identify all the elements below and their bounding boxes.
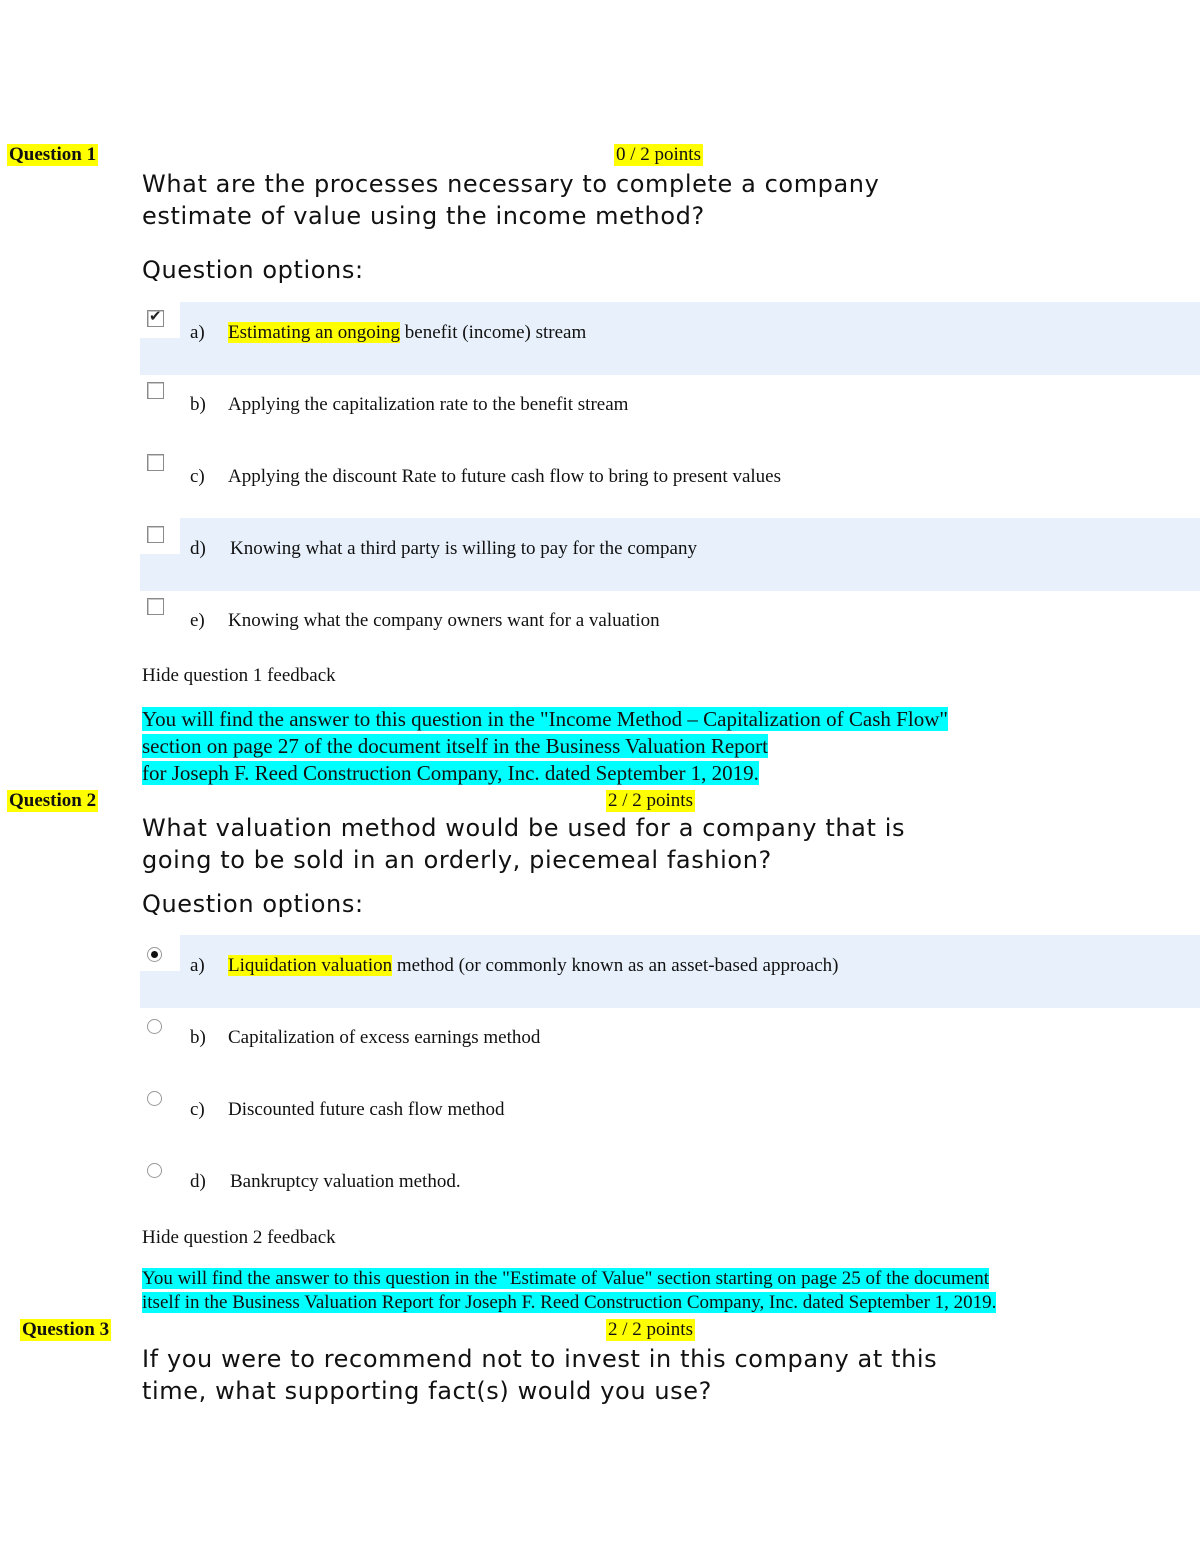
q2-option-a-letter: a): [190, 955, 205, 976]
q1-option-a[interactable]: [140, 302, 1200, 375]
question-2-text-line2: going to be sold in an orderly, piecemeal fashion?: [142, 846, 772, 874]
q1-feedback-line3: for Joseph F. Reed Construction Company, Inc. dated September 1, 2019.: [142, 761, 759, 785]
question-1-text-line2: estimate of value using the income method?: [142, 202, 705, 230]
q2-option-a-highlight: Liquidation valuation: [228, 955, 393, 976]
q1-option-c-text: Applying the discount Rate to future cash flow to bring to present values: [228, 466, 781, 487]
q1-option-c[interactable]: [140, 446, 1200, 519]
q1-option-a-text: [228, 322, 586, 344]
q1-option-a-highlight: Estimating an ongoing: [228, 322, 401, 343]
question-1-options-header: Question options:: [142, 256, 364, 284]
q1-option-a-letter: a): [190, 322, 205, 343]
q1-feedback-line1: You will find the answer to this question in the "Income Method – Capitalization of Cash Flow": [142, 707, 948, 731]
q2-option-d-radio[interactable]: [147, 1163, 162, 1178]
q1-feedback-line2: section on page 27 of the document itself in the Business Valuation Report: [142, 734, 769, 758]
q2-option-b-radio[interactable]: [147, 1019, 162, 1034]
question-2-label: Question 2: [9, 790, 97, 811]
question-3-label: Question 3: [22, 1319, 110, 1340]
q2-option-a-radio[interactable]: [147, 947, 162, 962]
question-3-text-line1: If you were to recommend not to invest in this company at this: [142, 1345, 938, 1373]
q1-option-d-checkbox[interactable]: [147, 526, 164, 543]
q1-option-a-rest: benefit (income) stream: [400, 322, 587, 343]
q1-option-e-text: Knowing what the company owners want for a valuation: [228, 610, 660, 631]
q2-option-d[interactable]: [140, 1151, 1200, 1224]
question-2-options-header: Question options:: [142, 890, 364, 918]
q2-option-c-text: Discounted future cash flow method: [228, 1099, 505, 1120]
q1-option-b-letter: b): [190, 394, 206, 415]
q1-hide-feedback-link[interactable]: Hide question 1 feedback: [142, 665, 336, 686]
q1-option-e-checkbox[interactable]: [147, 598, 164, 615]
question-1-points: 0 / 2 points: [616, 144, 701, 165]
q1-option-b[interactable]: [140, 374, 1200, 447]
q1-option-b-text: Applying the capitalization rate to the benefit stream: [228, 394, 629, 415]
q2-option-a-text: [228, 955, 838, 977]
q1-option-d-text: Knowing what a third party is willing to pay for the company: [230, 538, 697, 559]
q1-option-a-checkbox[interactable]: [147, 310, 164, 327]
question-1-text: [142, 168, 1142, 232]
q2-option-c[interactable]: [140, 1079, 1200, 1152]
q2-option-b-letter: b): [190, 1027, 206, 1048]
question-3-points: 2 / 2 points: [608, 1319, 693, 1340]
q2-option-a[interactable]: [140, 935, 1200, 1008]
question-2-text: [142, 812, 1142, 876]
q2-option-b-text: Capitalization of excess earnings method: [228, 1027, 541, 1048]
q1-option-d[interactable]: [140, 518, 1200, 591]
q2-option-a-rest: method (or commonly known as an asset-based approach): [392, 955, 839, 976]
question-1-text-line1: What are the processes necessary to complete a company: [142, 170, 880, 198]
q2-option-d-text: Bankruptcy valuation method.: [230, 1171, 461, 1192]
q2-option-c-letter: c): [190, 1099, 205, 1120]
question-3-text: [142, 1343, 1142, 1407]
q2-feedback-line1: You will find the answer to this question in the "Estimate of Value" section starting on page 25 of the document: [142, 1268, 989, 1289]
q2-option-d-letter: d): [190, 1171, 206, 1192]
q1-option-b-checkbox[interactable]: [147, 382, 164, 399]
q2-option-c-radio[interactable]: [147, 1091, 162, 1106]
q2-option-b[interactable]: [140, 1007, 1200, 1080]
question-2-text-line1: What valuation method would be used for a company that is: [142, 814, 906, 842]
q1-option-d-letter: d): [190, 538, 206, 559]
q1-feedback: [142, 706, 948, 787]
q1-option-e-letter: e): [190, 610, 205, 631]
question-2-points: 2 / 2 points: [608, 790, 693, 811]
question-3-text-line2: time, what supporting fact(s) would you use?: [142, 1377, 712, 1405]
q2-hide-feedback-link[interactable]: Hide question 2 feedback: [142, 1227, 336, 1248]
q1-option-c-checkbox[interactable]: [147, 454, 164, 471]
q2-feedback: [142, 1267, 996, 1315]
q2-feedback-line2: itself in the Business Valuation Report for Joseph F. Reed Construction Company, Inc. dated September 1, 2019.: [142, 1292, 997, 1313]
question-1-label: Question 1: [9, 144, 97, 165]
q1-option-c-letter: c): [190, 466, 205, 487]
q1-option-e[interactable]: [140, 590, 1200, 663]
